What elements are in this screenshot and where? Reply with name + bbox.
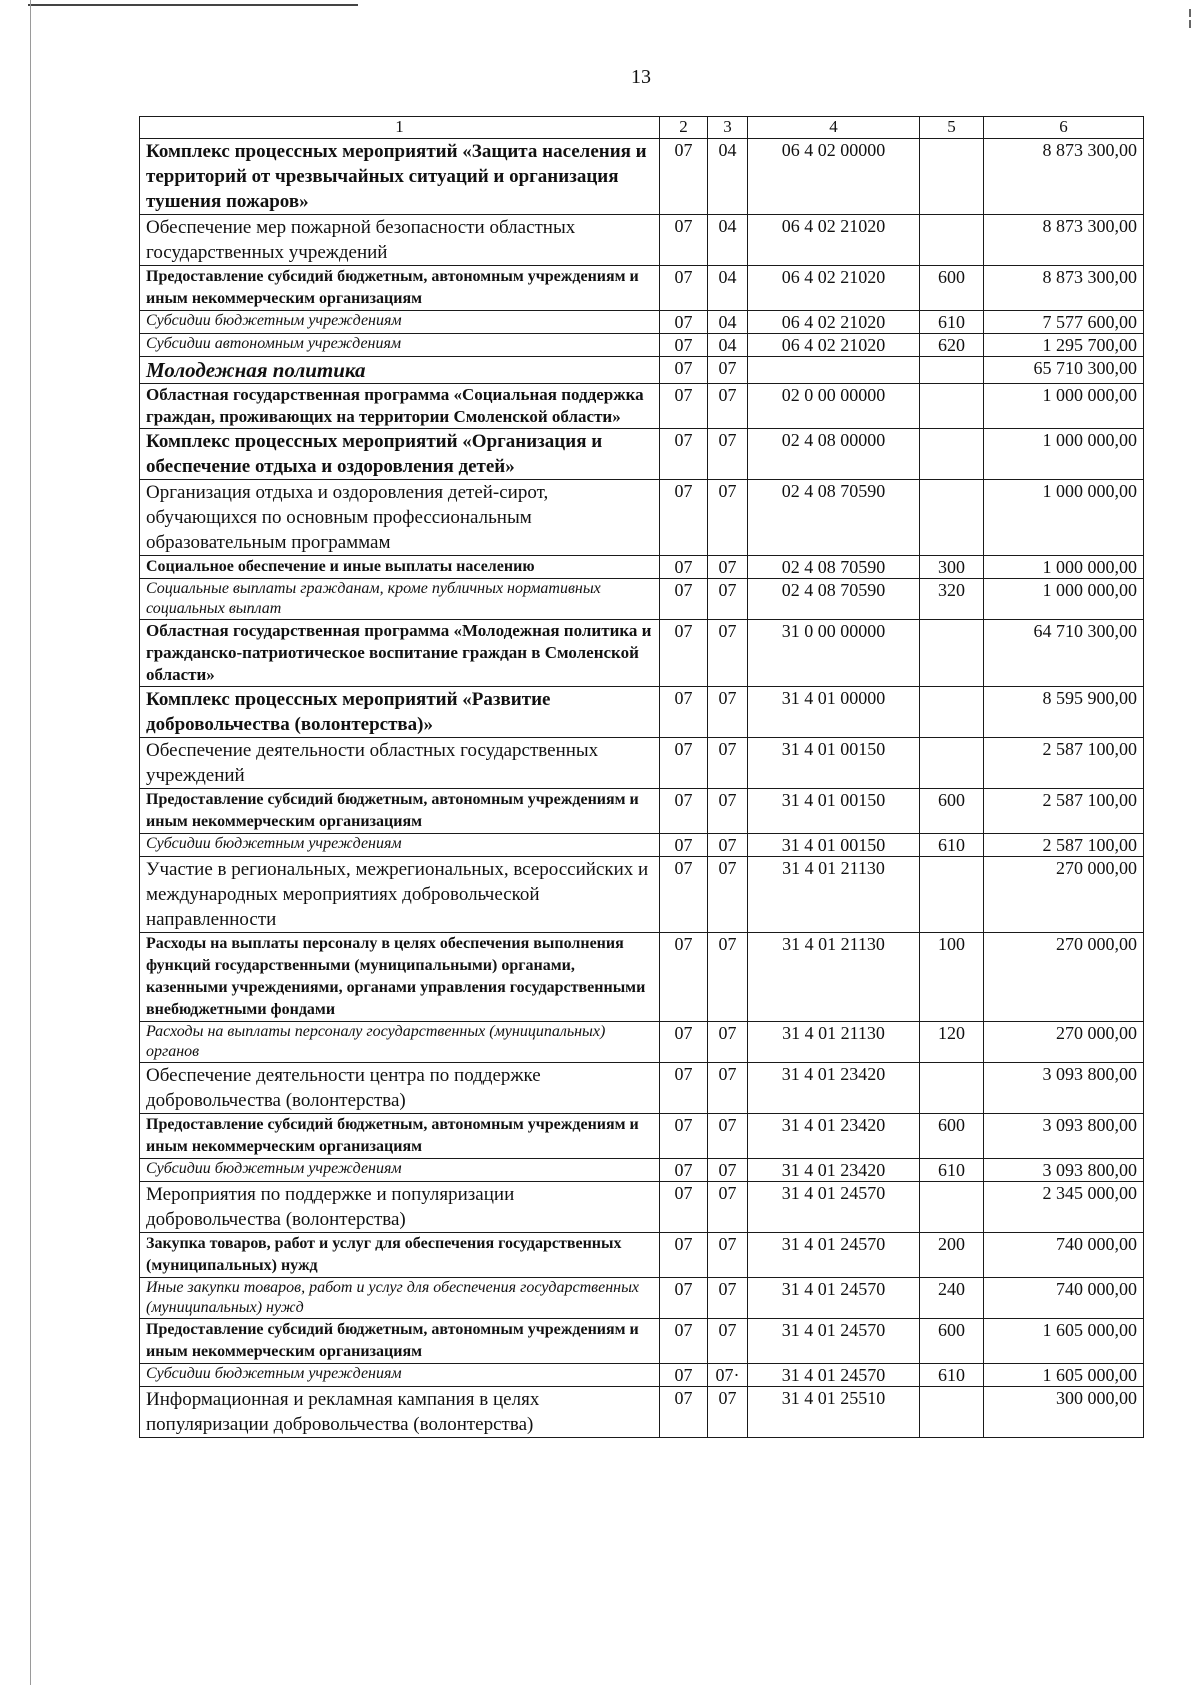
cell-name: Областная государственная программа «Молодежная политика и гражданско-патриотическое воспитание граждан в Смоленской области» <box>140 620 660 687</box>
cell-expense-type: 610 <box>920 1364 984 1387</box>
cell-expense-type: 240 <box>920 1278 984 1319</box>
cell-expense-type <box>920 620 984 687</box>
cell-amount: 7 577 600,00 <box>984 311 1144 334</box>
cell-section: 07 <box>660 311 708 334</box>
cell-name: Областная государственная программа «Социальная поддержка граждан, проживающих на территории Смоленской области» <box>140 384 660 429</box>
cell-target-article: 31 4 01 24570 <box>748 1364 920 1387</box>
cell-section: 07 <box>660 266 708 311</box>
cell-expense-type: 620 <box>920 334 984 357</box>
cell-name: Обеспечение деятельности центра по поддержке добровольчества (волонтерства) <box>140 1063 660 1114</box>
cell-section: 07 <box>660 429 708 480</box>
cell-target-article: 02 4 08 00000 <box>748 429 920 480</box>
cell-target-article: 31 4 01 21130 <box>748 857 920 933</box>
cell-subsection: 07 <box>708 1233 748 1278</box>
table-row <box>140 1063 1144 1114</box>
cell-subsection: 07 <box>708 687 748 738</box>
table-row <box>140 480 1144 556</box>
cell-name: Субсидии бюджетным учреждениям <box>140 311 660 334</box>
cell-expense-type <box>920 429 984 480</box>
cell-amount: 740 000,00 <box>984 1233 1144 1278</box>
cell-target-article: 06 4 02 00000 <box>748 139 920 215</box>
cell-subsection: 07 <box>708 738 748 789</box>
cell-target-article: 06 4 02 21020 <box>748 311 920 334</box>
table-header <box>140 117 1144 139</box>
cell-expense-type <box>920 857 984 933</box>
header-row <box>140 117 1144 139</box>
cell-amount: 270 000,00 <box>984 1022 1144 1063</box>
cell-target-article: 31 0 00 00000 <box>748 620 920 687</box>
cell-expense-type <box>920 357 984 384</box>
cell-expense-type: 300 <box>920 556 984 579</box>
cell-target-article <box>748 357 920 384</box>
cell-amount: 1 605 000,00 <box>984 1319 1144 1364</box>
cell-expense-type: 600 <box>920 789 984 834</box>
cell-name: Предоставление субсидий бюджетным, автономным учреждениям и иным некоммерческим организациям <box>140 1319 660 1364</box>
cell-expense-type <box>920 480 984 556</box>
cell-name: Закупка товаров, работ и услуг для обеспечения государственных (муниципальных) нужд <box>140 1233 660 1278</box>
header-col-6: 6 <box>984 117 1144 139</box>
cell-amount: 8 873 300,00 <box>984 139 1144 215</box>
cell-target-article: 31 4 01 23420 <box>748 1063 920 1114</box>
cell-expense-type <box>920 1182 984 1233</box>
cell-target-article: 31 4 01 24570 <box>748 1319 920 1364</box>
cell-section: 07 <box>660 480 708 556</box>
cell-name: Комплекс процессных мероприятий «Организация и обеспечение отдыха и оздоровления детей» <box>140 429 660 480</box>
cell-expense-type: 600 <box>920 1114 984 1159</box>
table-row <box>140 334 1144 357</box>
cell-amount: 3 093 800,00 <box>984 1159 1144 1182</box>
cell-subsection: 07 <box>708 1182 748 1233</box>
cell-section: 07 <box>660 789 708 834</box>
table-row <box>140 266 1144 311</box>
cell-section: 07 <box>660 738 708 789</box>
cell-amount: 2 345 000,00 <box>984 1182 1144 1233</box>
header-col-5: 5 <box>920 117 984 139</box>
cell-expense-type: 120 <box>920 1022 984 1063</box>
cell-target-article: 02 4 08 70590 <box>748 579 920 620</box>
cell-section: 07 <box>660 1159 708 1182</box>
table-row <box>140 429 1144 480</box>
cell-amount: 740 000,00 <box>984 1278 1144 1319</box>
cell-expense-type <box>920 738 984 789</box>
cell-subsection: 07· <box>708 1364 748 1387</box>
cell-target-article: 06 4 02 21020 <box>748 215 920 266</box>
cell-amount: 8 595 900,00 <box>984 687 1144 738</box>
cell-expense-type <box>920 215 984 266</box>
cell-subsection: 04 <box>708 311 748 334</box>
cell-name: Социальные выплаты гражданам, кроме публичных нормативных социальных выплат <box>140 579 660 620</box>
cell-target-article: 02 4 08 70590 <box>748 480 920 556</box>
cell-subsection: 07 <box>708 1319 748 1364</box>
cell-expense-type: 200 <box>920 1233 984 1278</box>
cell-section: 07 <box>660 1364 708 1387</box>
table-row <box>140 139 1144 215</box>
cell-subsection: 07 <box>708 556 748 579</box>
cell-target-article: 31 4 01 23420 <box>748 1159 920 1182</box>
cell-section: 07 <box>660 1278 708 1319</box>
cell-subsection: 07 <box>708 384 748 429</box>
cell-expense-type <box>920 384 984 429</box>
table-row <box>140 933 1144 1022</box>
table-row <box>140 1387 1144 1438</box>
cell-section: 07 <box>660 933 708 1022</box>
table-row <box>140 738 1144 789</box>
cell-amount: 270 000,00 <box>984 933 1144 1022</box>
cell-amount: 1 000 000,00 <box>984 429 1144 480</box>
table-row <box>140 1182 1144 1233</box>
cell-subsection: 04 <box>708 334 748 357</box>
cell-name: Предоставление субсидий бюджетным, автономным учреждениям и иным некоммерческим организациям <box>140 266 660 311</box>
cell-target-article: 31 4 01 00000 <box>748 687 920 738</box>
cell-subsection: 07 <box>708 933 748 1022</box>
cell-name: Расходы на выплаты персоналу в целях обеспечения выполнения функций государственными (муниципальными) органами, казенными учреждениями, органами управления государственными внебюджетными фондами <box>140 933 660 1022</box>
cell-amount: 270 000,00 <box>984 857 1144 933</box>
cell-amount: 2 587 100,00 <box>984 834 1144 857</box>
cell-target-article: 31 4 01 00150 <box>748 738 920 789</box>
cell-name: Информационная и рекламная кампания в целях популяризации добровольчества (волонтерства) <box>140 1387 660 1438</box>
cell-section: 07 <box>660 1319 708 1364</box>
cell-expense-type: 610 <box>920 311 984 334</box>
table-row <box>140 556 1144 579</box>
cell-subsection: 07 <box>708 1022 748 1063</box>
cell-section: 07 <box>660 1114 708 1159</box>
cell-section: 07 <box>660 384 708 429</box>
cell-expense-type: 320 <box>920 579 984 620</box>
page-number: 13 <box>631 66 651 88</box>
cell-target-article: 31 4 01 24570 <box>748 1182 920 1233</box>
cell-subsection: 04 <box>708 266 748 311</box>
cell-expense-type: 600 <box>920 266 984 311</box>
table-row <box>140 687 1144 738</box>
cell-target-article: 31 4 01 23420 <box>748 1114 920 1159</box>
cell-name: Предоставление субсидий бюджетным, автономным учреждениям и иным некоммерческим организациям <box>140 1114 660 1159</box>
cell-target-article: 31 4 01 21130 <box>748 933 920 1022</box>
cell-amount: 8 873 300,00 <box>984 266 1144 311</box>
table-row <box>140 311 1144 334</box>
cell-amount: 8 873 300,00 <box>984 215 1144 266</box>
cell-amount: 1 000 000,00 <box>984 384 1144 429</box>
cell-subsection: 07 <box>708 1387 748 1438</box>
cell-section: 07 <box>660 139 708 215</box>
cell-amount: 64 710 300,00 <box>984 620 1144 687</box>
cell-subsection: 07 <box>708 620 748 687</box>
cell-section: 07 <box>660 1233 708 1278</box>
cell-expense-type <box>920 687 984 738</box>
cell-amount: 3 093 800,00 <box>984 1114 1144 1159</box>
cell-section: 07 <box>660 334 708 357</box>
cell-section: 07 <box>660 1182 708 1233</box>
header-col-1: 1 <box>140 117 660 139</box>
table-row <box>140 215 1144 266</box>
table-row <box>140 1114 1144 1159</box>
cell-target-article: 06 4 02 21020 <box>748 266 920 311</box>
cell-subsection: 07 <box>708 480 748 556</box>
header-col-2: 2 <box>660 117 708 139</box>
table-row <box>140 789 1144 834</box>
cell-target-article: 02 0 00 00000 <box>748 384 920 429</box>
cell-name: Организация отдыха и оздоровления детей-сирот, обучающихся по основным профессиональным образовательным программам <box>140 480 660 556</box>
cell-amount: 2 587 100,00 <box>984 738 1144 789</box>
header-col-4: 4 <box>748 117 920 139</box>
cell-section: 07 <box>660 357 708 384</box>
cell-amount: 1 295 700,00 <box>984 334 1144 357</box>
cell-subsection: 07 <box>708 1114 748 1159</box>
cell-target-article: 31 4 01 24570 <box>748 1278 920 1319</box>
cell-subsection: 04 <box>708 215 748 266</box>
cell-subsection: 07 <box>708 1063 748 1114</box>
cell-amount: 65 710 300,00 <box>984 357 1144 384</box>
scan-edge-left <box>30 0 31 1685</box>
table-row <box>140 357 1144 384</box>
cell-target-article: 31 4 01 00150 <box>748 834 920 857</box>
cell-subsection: 07 <box>708 1278 748 1319</box>
table-row <box>140 579 1144 620</box>
cell-amount: 3 093 800,00 <box>984 1063 1144 1114</box>
cell-subsection: 07 <box>708 579 748 620</box>
table-row <box>140 384 1144 429</box>
cell-section: 07 <box>660 1022 708 1063</box>
cell-target-article: 06 4 02 21020 <box>748 334 920 357</box>
cell-expense-type <box>920 139 984 215</box>
cell-amount: 1 605 000,00 <box>984 1364 1144 1387</box>
cell-name: Молодежная политика <box>140 357 660 384</box>
cell-section: 07 <box>660 1387 708 1438</box>
cell-name: Предоставление субсидий бюджетным, автономным учреждениям и иным некоммерческим организациям <box>140 789 660 834</box>
cell-section: 07 <box>660 556 708 579</box>
cell-subsection: 07 <box>708 789 748 834</box>
scan-mark <box>1186 6 1194 26</box>
cell-name: Субсидии бюджетным учреждениям <box>140 834 660 857</box>
cell-target-article: 31 4 01 00150 <box>748 789 920 834</box>
cell-section: 07 <box>660 687 708 738</box>
cell-section: 07 <box>660 857 708 933</box>
table-row <box>140 1233 1144 1278</box>
cell-subsection: 07 <box>708 357 748 384</box>
cell-subsection: 07 <box>708 429 748 480</box>
cell-name: Участие в региональных, межрегиональных, всероссийских и международных мероприятиях добровольческой направленности <box>140 857 660 933</box>
cell-target-article: 31 4 01 21130 <box>748 1022 920 1063</box>
cell-name: Социальное обеспечение и иные выплаты населению <box>140 556 660 579</box>
cell-expense-type <box>920 1387 984 1438</box>
table-row <box>140 1278 1144 1319</box>
header-col-3: 3 <box>708 117 748 139</box>
cell-amount: 1 000 000,00 <box>984 480 1144 556</box>
cell-expense-type: 610 <box>920 1159 984 1182</box>
cell-subsection: 04 <box>708 139 748 215</box>
cell-expense-type: 600 <box>920 1319 984 1364</box>
cell-name: Обеспечение мер пожарной безопасности областных государственных учреждений <box>140 215 660 266</box>
cell-amount: 1 000 000,00 <box>984 579 1144 620</box>
cell-name: Обеспечение деятельности областных государственных учреждений <box>140 738 660 789</box>
cell-expense-type <box>920 1063 984 1114</box>
cell-name: Комплекс процессных мероприятий «Развитие добровольчества (волонтерства)» <box>140 687 660 738</box>
cell-target-article: 02 4 08 70590 <box>748 556 920 579</box>
cell-name: Субсидии бюджетным учреждениям <box>140 1364 660 1387</box>
cell-expense-type: 610 <box>920 834 984 857</box>
cell-section: 07 <box>660 620 708 687</box>
cell-section: 07 <box>660 834 708 857</box>
table-row <box>140 620 1144 687</box>
cell-section: 07 <box>660 1063 708 1114</box>
cell-section: 07 <box>660 579 708 620</box>
table-body <box>140 139 1144 1438</box>
cell-amount: 1 000 000,00 <box>984 556 1144 579</box>
cell-name: Субсидии автономным учреждениям <box>140 334 660 357</box>
budget-table <box>139 116 1144 1438</box>
cell-subsection: 07 <box>708 1159 748 1182</box>
table-row <box>140 1159 1144 1182</box>
scan-edge-top <box>28 4 358 6</box>
table-row <box>140 1319 1144 1364</box>
cell-name: Расходы на выплаты персоналу государственных (муниципальных) органов <box>140 1022 660 1063</box>
cell-name: Иные закупки товаров, работ и услуг для обеспечения государственных (муниципальных) нужд <box>140 1278 660 1319</box>
cell-section: 07 <box>660 215 708 266</box>
cell-subsection: 07 <box>708 857 748 933</box>
cell-name: Мероприятия по поддержке и популяризации добровольчества (волонтерства) <box>140 1182 660 1233</box>
cell-target-article: 31 4 01 24570 <box>748 1233 920 1278</box>
table-row <box>140 1364 1144 1387</box>
cell-expense-type: 100 <box>920 933 984 1022</box>
table-row <box>140 1022 1144 1063</box>
cell-subsection: 07 <box>708 834 748 857</box>
table-row <box>140 857 1144 933</box>
table-row <box>140 834 1144 857</box>
cell-name: Субсидии бюджетным учреждениям <box>140 1159 660 1182</box>
cell-amount: 2 587 100,00 <box>984 789 1144 834</box>
cell-name: Комплекс процессных мероприятий «Защита населения и территорий от чрезвычайных ситуаций и организация тушения пожаров» <box>140 139 660 215</box>
cell-amount: 300 000,00 <box>984 1387 1144 1438</box>
cell-target-article: 31 4 01 25510 <box>748 1387 920 1438</box>
